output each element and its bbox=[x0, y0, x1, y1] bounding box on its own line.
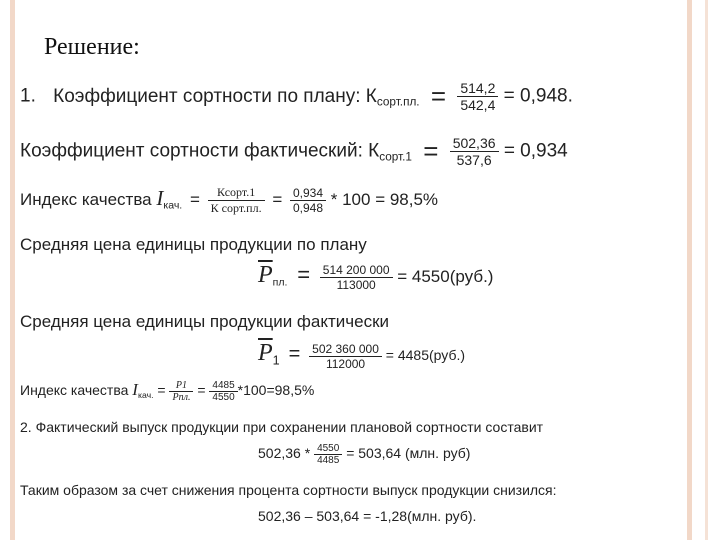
actual-sort-coefficient: Коэффициент сортности фактический: $К_{сорт.1}$ = $\frac{502,36}{537,6}$ = 0,934 bbox=[20, 135, 568, 168]
right-decorative-stripe bbox=[687, 0, 692, 540]
actual-output-result: = 503,64 (млн. руб) bbox=[346, 445, 471, 462]
actual-avg-price-fraction: $\frac{502 360 000}{112000}$ bbox=[309, 342, 382, 371]
output-decrease-result: 502,36 – 503,64 = -1,28(млн. руб). bbox=[258, 508, 477, 524]
actual-avg-price-formula: $\overline{P}1$ = $\frac{502 360 000}{112000}$ = 4485(руб.) bbox=[258, 340, 466, 371]
plan-avg-price-fraction: $\frac{514 200 000}{113000}$ bbox=[320, 263, 393, 292]
quality-index-2: Индекс качества $I_{кач.}$ = $\frac{P1}{\text{Pпл.}}$ = $\frac{4485}{4550}$ *100=98,5% bbox=[20, 380, 315, 403]
plan-sort-coefficient: 1. Коэффициент сортности по плану: $К_{сорт.пл.}$ = $\frac{514,2}{542,4}$ = 0,948. bbox=[20, 80, 573, 113]
plan-sort-result: = 0,948. bbox=[503, 85, 573, 107]
quality-index-2-fraction-symbolic: $\frac{P1}{\text{Pпл.}}$ bbox=[169, 380, 193, 403]
quality-index-2-result: *100=98,5% bbox=[237, 382, 315, 399]
quality-index-1: Индекс качества $I_{кач.}$ = $\frac{\text{Ксорт.1}}{\text{К сорт.пл.}}$ = $\frac{0,934}{0,948}$ * 100 = 98,5% bbox=[20, 185, 439, 215]
actual-avg-price-heading: Средняя цена единицы продукции фактически bbox=[20, 312, 390, 331]
quality-index-fraction-symbolic: $\frac{\text{Ксорт.1}}{\text{К сорт.пл.}}$ bbox=[208, 185, 265, 216]
quality-index-2-fraction-numeric: $\frac{4485}{4550}$ bbox=[209, 380, 237, 403]
conclusion-text: Таким образом за счет снижения процента сортности выпуск продукции снизился: bbox=[20, 482, 557, 498]
quality-index-label-2: Индекс качества bbox=[20, 382, 129, 399]
left-decorative-stripe bbox=[10, 0, 15, 540]
actual-output-formula: 502,36 * $\frac{4550}{4485}$ = 503,64 (млн. руб) bbox=[258, 443, 471, 466]
plan-sort-label: Коэффициент сортности по плану: К bbox=[53, 85, 377, 107]
actual-output-heading: 2. Фактический выпуск продукции при сохранении плановой сортности составит bbox=[20, 419, 544, 435]
plan-sort-fraction: $\frac{514,2}{542,4}$ bbox=[457, 80, 498, 113]
right-decorative-stripe-thin bbox=[705, 0, 708, 540]
actual-sort-label: Коэффициент сортности фактический: К bbox=[20, 140, 380, 162]
item-number: 1. bbox=[20, 85, 36, 107]
actual-sort-fraction: $\frac{502,36}{537,6}$ bbox=[450, 135, 499, 168]
plan-avg-price-heading: Средняя цена единицы продукции по плану bbox=[20, 235, 367, 254]
actual-sort-subscript: сорт.1 bbox=[379, 150, 412, 164]
slide-title: Решение: bbox=[44, 34, 140, 60]
actual-sort-result: = 0,934 bbox=[503, 140, 568, 162]
actual-avg-price-result: = 4485(руб.) bbox=[385, 347, 466, 363]
quality-index-result: * 100 = 98,5% bbox=[330, 189, 439, 209]
plan-avg-price-formula: $\overline{P}_{пл.}$ = $\frac{514 200 000}{113000}$ = 4550(руб.) bbox=[258, 262, 494, 293]
quality-index-label: Индекс качества bbox=[20, 189, 152, 209]
plan-avg-price-result: = 4550(руб.) bbox=[397, 267, 494, 286]
plan-sort-subscript: сорт.пл. bbox=[376, 95, 420, 109]
quality-index-fraction-numeric: $\frac{0,934}{0,948}$ bbox=[290, 186, 326, 215]
actual-output-fraction: $\frac{4550}{4485}$ bbox=[314, 443, 342, 466]
